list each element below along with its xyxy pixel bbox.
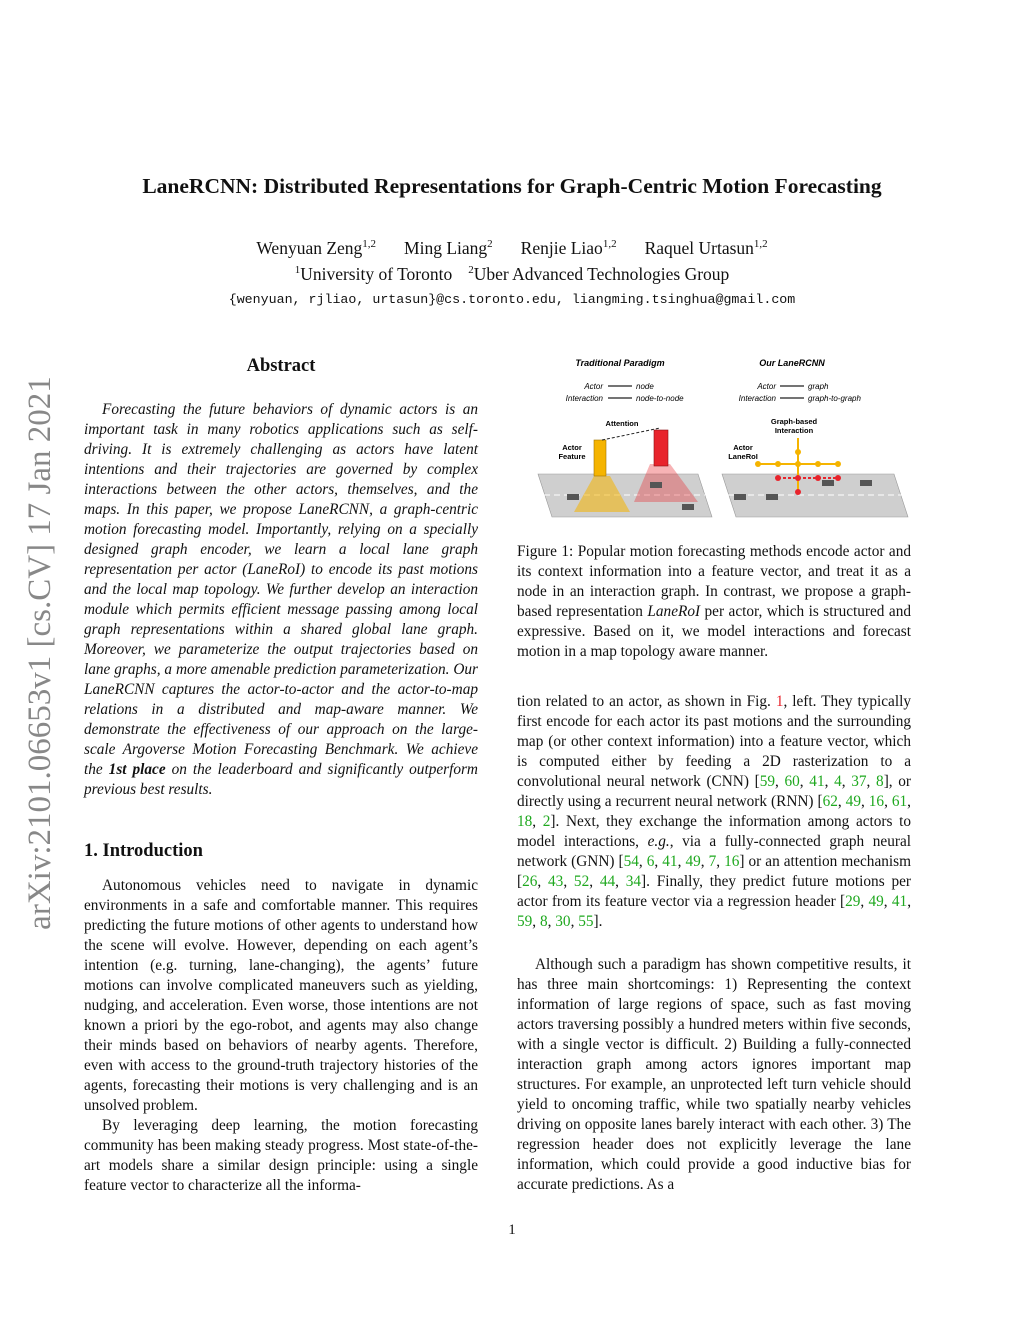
author-name: Ming Liang [404, 238, 488, 258]
affiliation-sup: 1 [294, 264, 301, 277]
author-1 [404, 238, 493, 258]
fig-actor-laneroi-1: Actor [733, 443, 753, 452]
citation[interactable]: 44 [599, 873, 616, 890]
citation[interactable]: 55 [578, 913, 594, 930]
fig-legend-right-a1: Interaction [738, 394, 776, 403]
author-sup: 2 [487, 238, 493, 251]
citation[interactable]: 49 [845, 793, 861, 810]
citation[interactable]: 54 [623, 853, 639, 870]
fig-legend-right-b1: graph-to-graph [808, 394, 861, 403]
fig-right-car-2 [766, 494, 778, 500]
intro-paragraph-2: By leveraging deep learning, the motion forecasting community has been making steady progress. Most state-of-the-art models share a similar design principle: using a single feature vector to characterize all the informa- [84, 1117, 478, 1194]
citation[interactable]: 41 [891, 893, 908, 910]
fig-legend-left-a0: Actor [584, 382, 603, 391]
fig-legend-right-a0: Actor [757, 382, 776, 391]
fig-legend-left-arrows [608, 386, 632, 398]
fig-graph-interaction-2: Interaction [774, 426, 814, 435]
intro-paragraph-1: Autonomous vehicles need to navigate in dynamic environments in a safe and comfortable manner. This requires predicting the future motions of other agents to understand how the scene will evolve. However, depending on each agent’s intention (e.g. turning, lane-changing), the agents’ future motions can involve complicated maneuvers such as yielding, nudging, and acceleration. Even worse, those intentions are not known a priori by the ego-robot, and agents may also change their minds based on behaviors of nearby agents. Therefore, even with access to the ground-truth trajectory histories of the agents, forecasting their motions is very challenging and is an unsolved problem. [84, 877, 478, 1114]
fig-graph-interaction-1: Graph-based [770, 417, 818, 426]
fig-left-red-bar [654, 430, 668, 466]
fig-left-yellow-bar [594, 440, 606, 476]
citation[interactable]: 34 [625, 873, 642, 890]
author-name: Wenyuan Zeng [256, 238, 363, 258]
fig-legend-right-b0: graph [808, 382, 829, 391]
fig-right-car-3 [822, 480, 834, 486]
author-2 [521, 238, 617, 258]
citation[interactable]: 16 [868, 793, 885, 810]
citation[interactable]: 60 [784, 773, 800, 790]
abstract-text-b: on the leaderboard and significantly outperform previous best results. [84, 761, 478, 798]
author-sup: 1,2 [753, 238, 768, 251]
citation[interactable]: 52 [573, 873, 590, 890]
author-sup: 1,2 [362, 238, 377, 251]
affiliation-sup: 2 [468, 264, 474, 277]
figure-caption: Figure 1: Popular motion forecasting methods encode actor and its context information into a feature vector, and treat it as a node in an interaction graph. In contrast, we propose a graph-based representation LaneRoI per actor, which is structured and expressive. Based on it, we model interactions and forecast motion in a map topology aware manner. [517, 543, 911, 660]
citation[interactable]: 6 [646, 853, 655, 870]
fig-left-title: Traditional Paradigm [575, 358, 665, 368]
fig-legend-right-arrows [780, 386, 804, 398]
citation[interactable]: 37 [851, 773, 867, 790]
citation[interactable]: 49 [868, 893, 884, 910]
arxiv-identifier: arXiv:2101.06653v1 [cs.CV] 17 Jan 2021 [22, 376, 58, 930]
citation[interactable]: 8 [876, 773, 884, 790]
author-name: Renjie Liao [520, 238, 603, 258]
affiliation-name: University of Toronto [300, 264, 453, 284]
citation[interactable]: 29 [845, 893, 861, 910]
abstract-text-a: Forecasting the future behaviors of dynamic actors is an important task in many robotics applications such as self-driving. It is extremely challenging as actors have latent intentions and their trajectories are governed by complex interactions between the other actors, themselves, and the maps. In this paper, we propose LaneRCNN, a graph-centric motion forecasting model. Importantly, relying on a specially designed graph encoder, we learn a local lane graph representation per actor (LaneRoI) to encode its past motions and the local map topology. We further develop an interaction module which permits efficient message passing among local graph representations within a shared global lane graph. Moreover, we parameterize the output trajectories based on lane graphs, a more amenable prediction parameterization. Our LaneRCNN captures the actor-to-actor and the actor-to-map relations in a distributed and map-aware manner. We demonstrate the effectiveness of our approach on the large-scale Argoverse Motion Forecasting Benchmark. We achieve the [84, 401, 478, 778]
citation[interactable]: 26 [522, 873, 538, 890]
citation[interactable]: 8 [539, 913, 548, 930]
affiliation-list [0, 264, 1024, 285]
citation[interactable]: 16 [724, 853, 740, 870]
author-sup: 1,2 [602, 238, 617, 251]
citation[interactable]: 43 [548, 873, 564, 890]
fig-right-car-4 [860, 480, 872, 486]
fig-left-car-3 [682, 504, 694, 510]
author-list [0, 238, 1024, 259]
citation[interactable]: 4 [834, 773, 842, 790]
page-number: 1 [508, 1222, 516, 1238]
fig-legend-left-b0: node [636, 382, 654, 391]
figure-1 [522, 352, 914, 527]
fig-left-car-1 [567, 494, 579, 500]
fig-left-car-2 [650, 482, 662, 488]
abstract-text [84, 400, 478, 800]
citation[interactable]: 7 [708, 853, 717, 870]
citation[interactable]: 18 [517, 813, 533, 830]
affiliation-name: Uber Advanced Technologies Group [473, 264, 730, 284]
right-paragraph-2: Although such a paradigm has shown competitive results, it has three main shortcomings: 1) Representing the context information of large regions of space, such as fast moving actors traversing possibly a hundred meters within five seconds, with a single vector is difficult. 2) Building a fully-connected interaction graph among actors ignores important map structures. For example, an unprotected left turn vehicle should yield to oncoming traffic, while two spatially nearby vehicles driving on opposite lanes barely interact with each other. 3) The regression header does not explicitly leverage the lane information, which could provide a good inductive bias for accurate predictions. As a [517, 956, 911, 1193]
citation[interactable]: 61 [891, 793, 908, 810]
affiliation-1 [468, 264, 729, 284]
fig-actor-feature-1: Actor [562, 443, 582, 452]
fig-right-title: Our LaneRCNN [759, 358, 825, 368]
citation[interactable]: 49 [685, 853, 701, 870]
fig-attention-label: Attention [605, 419, 639, 428]
paper-title: LaneRCNN: Distributed Representations for Graph-Centric Motion Forecasting [142, 174, 882, 198]
citation[interactable]: 30 [555, 913, 571, 930]
citation[interactable]: 62 [822, 793, 838, 810]
right-paragraph-1: tion related to an actor, as shown in Fig. 1, left. They typically first encode for each actor its past motions and the surrounding map (or other context information) into a feature vector, which is computed either by feeding a 2D rasterization to a convolutional neural network (CNN) [59, 60, 41, 4, 37, 8], or directly using a recurrent neural network (RNN) [62, 49, 16, 61, 18, 2]. Next, they exchange the information among actors to model interactions, e.g., via a fully-connected graph neural network (GNN) [54, 6, 41, 49, 7, 16] or an attention mechanism [26, 43, 52, 44, 34]. Finally, they predict future motions per actor from its feature vector via a regression header [29, 49, 41, 59, 8, 30, 55]. [517, 693, 912, 930]
fig-attention-arrow [602, 428, 660, 440]
citation[interactable]: 41 [809, 773, 825, 790]
fig-legend-left-a1: Interaction [565, 394, 603, 403]
citation[interactable]: 59 [517, 913, 533, 930]
abstract-first-place: 1st place [108, 761, 166, 778]
fig-legend-left-b1: node-to-node [636, 394, 684, 403]
fig-actor-feature-2: Feature [558, 452, 586, 461]
citation[interactable]: 41 [662, 853, 678, 870]
author-3 [645, 238, 768, 258]
affiliation-0 [295, 264, 453, 284]
author-emails: {wenyuan, rjliao, urtasun}@cs.toronto.edu, liangming.tsinghua@gmail.com [228, 292, 796, 307]
fig-right-car-1 [734, 494, 746, 500]
author-name: Raquel Urtasun [644, 238, 754, 258]
intro-heading: 1. Introduction [84, 841, 203, 861]
fig-actor-laneroi-2: LaneRoI [728, 452, 758, 461]
author-0 [256, 238, 376, 258]
citation[interactable]: 59 [759, 773, 775, 790]
abstract-heading: Abstract [246, 356, 316, 376]
citation[interactable]: 2 [542, 813, 551, 830]
figure-ref[interactable]: 1 [775, 693, 784, 710]
